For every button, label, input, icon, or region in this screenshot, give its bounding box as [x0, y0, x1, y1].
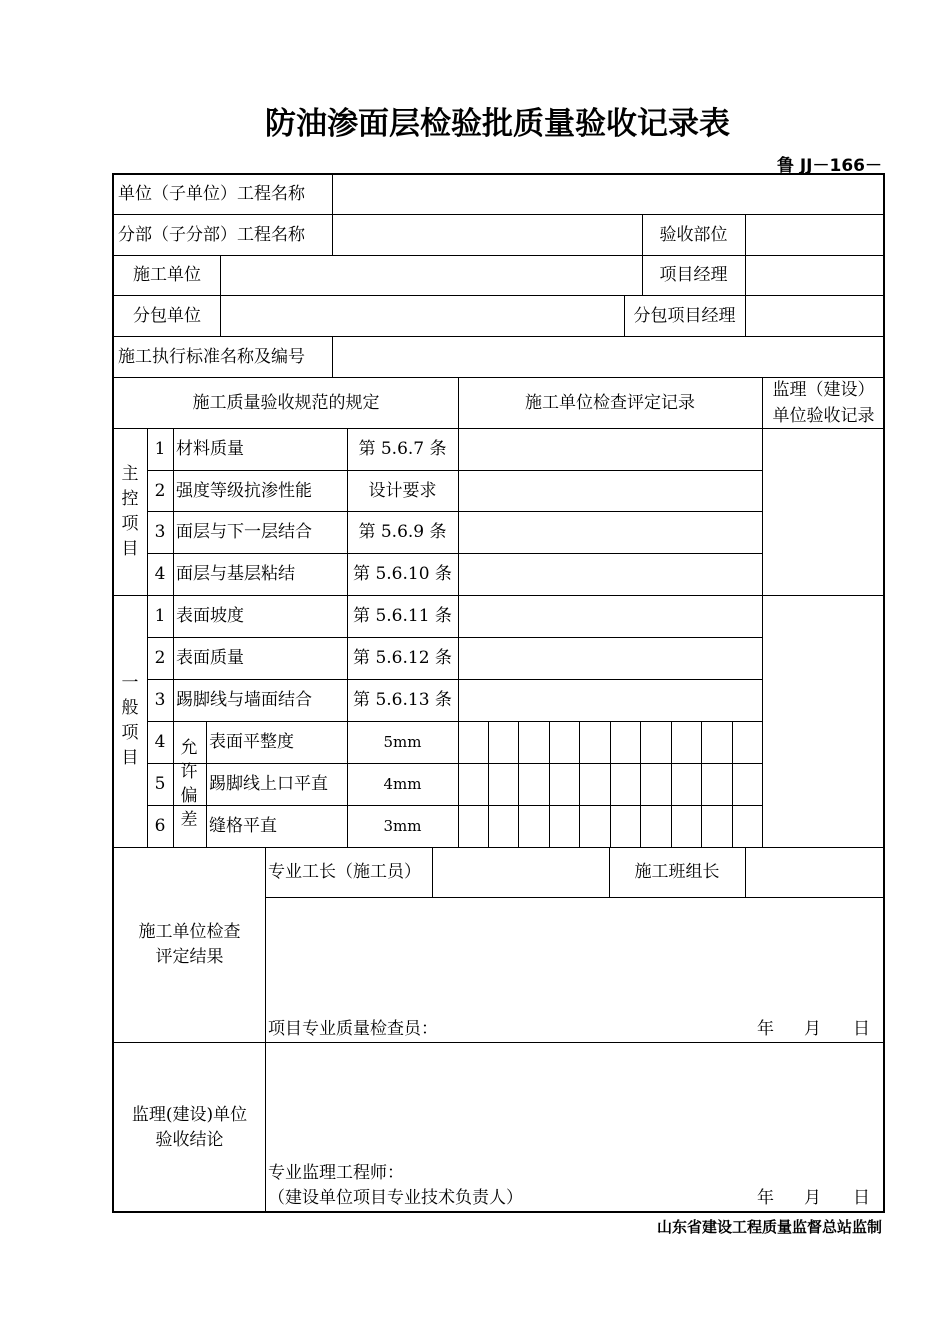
general-item-no: 1 [154, 606, 166, 626]
general-group-label: 一般项目 [121, 673, 139, 768]
conclusion-label-line2: 验收结论 [155, 1130, 224, 1150]
quality-inspector-label: 项目专业质量检查员： [268, 1019, 438, 1039]
main-item-name: 强度等级抗渗性能 [176, 481, 312, 501]
main-item-no: 4 [154, 564, 166, 584]
standard-label: 施工执行标准名称及编号 [118, 347, 305, 367]
acceptance-part-label: 验收部位 [659, 225, 728, 245]
main-control-group-label: 主控项目 [121, 464, 139, 559]
unit-project-label: 单位（子单位）工程名称 [118, 184, 305, 204]
tolerance-item-requirement: 5mm [383, 733, 422, 751]
main-item-no: 2 [154, 481, 166, 501]
issuer-footer: 山东省建设工程质量监督总站监制 [656, 1218, 882, 1236]
general-item-name: 踢脚线与墙面结合 [176, 690, 312, 710]
acceptance-form-table [112, 173, 885, 1213]
main-item-name: 面层与基层粘结 [176, 564, 295, 584]
check-record-column-header: 施工单位检查评定记录 [525, 393, 695, 413]
tolerance-item-requirement: 3mm [383, 817, 422, 835]
form-code: 鲁 JJ－166－ [776, 156, 882, 176]
tolerance-group-label: 允许偏差 [180, 738, 198, 830]
spec-column-header: 施工质量验收规范的规定 [192, 393, 380, 413]
owner-representative-label: （建设单位项目专业技术负责人） [268, 1188, 523, 1208]
general-item-no: 3 [154, 690, 166, 710]
result-date-month: 月 [804, 1019, 821, 1039]
main-item-name: 面层与下一层结合 [176, 522, 312, 542]
subcontract-unit-label: 分包单位 [133, 306, 201, 326]
tolerance-item-requirement: 4mm [383, 775, 422, 793]
conclusion-date-year: 年 [757, 1188, 774, 1208]
result-label-line1: 施工单位检查 [138, 922, 241, 942]
main-item-no: 3 [154, 522, 166, 542]
supervision-engineer-label: 专业监理工程师： [268, 1163, 404, 1183]
main-item-no: 1 [154, 439, 166, 459]
main-item-requirement: 第 5.6.9 条 [358, 522, 447, 542]
supervision-column-header-line1: 监理（建设） [772, 380, 875, 400]
team-leader-label: 施工班组长 [634, 862, 720, 882]
tolerance-item-no: 4 [154, 732, 166, 752]
main-item-requirement: 第 5.6.7 条 [358, 439, 447, 459]
general-item-requirement: 第 5.6.11 条 [353, 606, 452, 626]
construction-unit-label: 施工单位 [133, 265, 201, 285]
supervision-column-header-line2: 单位验收记录 [772, 406, 875, 426]
tolerance-item-name: 表面平整度 [209, 732, 294, 752]
conclusion-label-line1: 监理(建设)单位 [131, 1105, 248, 1125]
result-date-year: 年 [757, 1019, 774, 1039]
general-item-no: 2 [154, 648, 166, 668]
general-item-name: 表面坡度 [176, 606, 244, 626]
conclusion-date-day: 日 [853, 1188, 870, 1208]
general-item-name: 表面质量 [176, 648, 244, 668]
tolerance-item-no: 6 [154, 816, 166, 836]
tolerance-item-name: 踢脚线上口平直 [209, 774, 328, 794]
foreman-label: 专业工长（施工员） [268, 862, 421, 882]
tolerance-item-name: 缝格平直 [209, 816, 277, 836]
tolerance-item-no: 5 [154, 774, 166, 794]
main-item-requirement: 第 5.6.10 条 [353, 564, 452, 584]
main-item-requirement: 设计要求 [368, 481, 437, 501]
form-title: 防油渗面层检验批质量验收记录表 [265, 106, 730, 142]
main-item-name: 材料质量 [176, 439, 244, 459]
subcontract-manager-label: 分包项目经理 [633, 306, 736, 326]
general-item-requirement: 第 5.6.12 条 [353, 648, 452, 668]
result-date-day: 日 [853, 1019, 870, 1039]
general-item-requirement: 第 5.6.13 条 [353, 690, 452, 710]
sub-project-label: 分部（子分部）工程名称 [118, 225, 305, 245]
project-manager-label: 项目经理 [659, 265, 728, 285]
result-label-line2: 评定结果 [155, 947, 224, 967]
conclusion-date-month: 月 [804, 1188, 821, 1208]
